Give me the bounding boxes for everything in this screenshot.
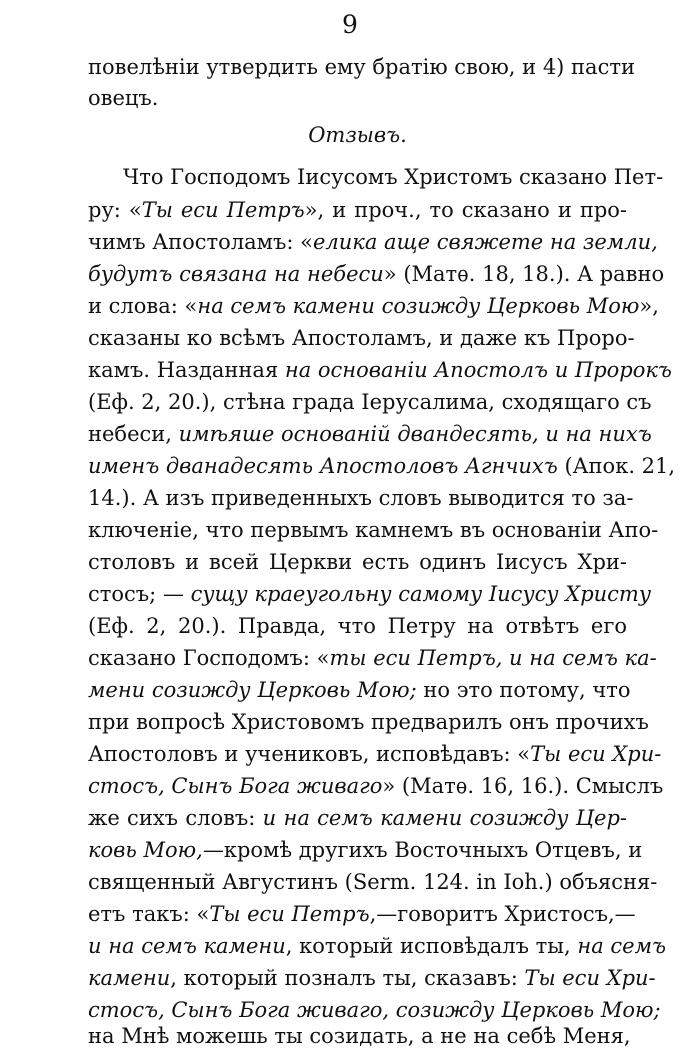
text-run: Ты еси Хри- <box>524 966 656 990</box>
text-run: и на семъ камени <box>88 934 286 958</box>
text-run: сущу краеугольну самому Іисусу Христу <box>190 582 652 606</box>
text-run: повелѣніи утвердить ему братію свою, и 4) пасти <box>88 55 635 79</box>
text-run: на семъ камени созижду Церковь Мою <box>197 294 640 318</box>
heading-text: Отзывъ. <box>308 123 407 147</box>
text-line <box>88 452 676 480</box>
text-run: сказано Господомъ: « <box>88 646 330 670</box>
text-line <box>88 356 672 384</box>
text-run: стосъ; — <box>88 582 191 606</box>
text-run: имѣяше основаній двандесять, и на нихъ <box>178 422 652 446</box>
text-run: ключеніе, что первымъ камнемъ въ основаніи Апо- <box>88 518 659 542</box>
text-run: 14.). А изъ приведенныхъ словъ выводится то за- <box>88 486 634 510</box>
text-line <box>88 196 627 224</box>
text-run: », и проч., то сказано и про- <box>304 198 627 222</box>
text-run: столовъ и всей Церкви есть одинъ Іисусъ Хри- <box>88 550 627 574</box>
text-line <box>88 900 636 928</box>
text-run: на семъ <box>577 934 666 958</box>
text-run: овецъ. <box>88 86 159 110</box>
text-run: и слова: « <box>88 294 198 318</box>
text-run: ковь Мою, <box>88 838 203 862</box>
text-line <box>88 388 652 416</box>
text-run: при вопросѣ Христовомъ предварилъ онъ прочихъ <box>88 710 649 734</box>
text-run: —кромѣ другихъ Восточныхъ Отцевъ, и <box>202 838 643 862</box>
text-run: небеси, <box>88 422 179 446</box>
text-line <box>88 964 656 992</box>
text-line <box>88 708 649 736</box>
text-line <box>88 228 658 256</box>
text-run: же сихъ словъ: <box>88 806 263 830</box>
text-run: стосъ, Сынъ Бога живаго, созижду Церковь Мою; <box>88 998 661 1022</box>
text-line <box>88 484 634 512</box>
text-run: Что Господомъ Іисусомъ Христомъ сказано Пет- <box>123 165 664 189</box>
text-line <box>88 580 652 608</box>
section-heading <box>88 121 627 149</box>
text-run: ру: « <box>88 198 142 222</box>
text-run: стосъ, Сынъ Бога живаго <box>88 774 383 798</box>
text-run: и на семъ камени созижду Цер- <box>262 806 627 830</box>
text-run: етъ такъ: « <box>88 902 210 926</box>
text-run: елика аще свяжете на земли, <box>312 230 658 254</box>
text-run: ты еси Петръ, и на семъ ка- <box>329 646 657 670</box>
text-run: именъ дванадесять Апостоловъ Агнчихъ <box>88 454 558 478</box>
text-line <box>88 804 627 832</box>
text-run: (Еф. 2, 20.), стѣна града Іерусалима, сходящаго съ <box>88 390 652 414</box>
text-line <box>88 324 635 352</box>
text-run: Ты еси Хри- <box>530 742 662 766</box>
text-run: Ты еси Петръ <box>209 902 370 926</box>
text-line <box>88 676 631 704</box>
text-run: ,—говоритъ Христосъ,— <box>369 902 636 926</box>
text-run: будутъ связана на небеси <box>88 262 384 286</box>
text-line <box>123 163 664 191</box>
text-run: но это потому, что <box>416 678 631 702</box>
text-run: » (Матѳ. 18, 18.). А равно <box>383 262 665 286</box>
text-run: », <box>639 294 659 318</box>
text-line <box>88 932 666 960</box>
text-run: мени созижду Церковь Мою; <box>88 678 417 702</box>
text-line <box>88 772 664 800</box>
text-run: (Еф. 2, 20.). Правда, что Петру на отвѣтъ его <box>88 614 627 638</box>
text-line <box>88 84 627 112</box>
text-line <box>88 53 635 81</box>
text-run: камъ. Назданная <box>88 358 285 382</box>
text-line <box>88 420 652 448</box>
text-line <box>88 612 627 640</box>
text-line <box>88 1022 631 1050</box>
text-line <box>88 292 659 320</box>
text-run: на Мнѣ можешь ты созидать, а не на себѣ Меня, <box>88 1024 631 1048</box>
text-run: чимъ Апостоламъ: « <box>88 230 313 254</box>
text-run: на основаніи Апостолъ и Пророкъ <box>284 358 672 382</box>
text-run: Апостоловъ и учениковъ, исповѣдавъ: « <box>88 742 531 766</box>
text-line <box>88 836 643 864</box>
text-run: камени <box>88 966 171 990</box>
text-run: сказаны ко всѣмъ Апостоламъ, и даже къ Проро- <box>88 326 635 350</box>
text-run: (Апок. 21, <box>557 454 676 478</box>
text-run: » (Матѳ. 16, 16.). Смыслъ <box>382 774 664 798</box>
text-run: Ты еси Петръ <box>141 198 305 222</box>
text-line <box>88 548 627 576</box>
text-line <box>88 260 665 288</box>
text-run: , который исповѣдалъ ты, <box>285 934 578 958</box>
text-run: священный Августинъ (Serm. 124. in Ioh.) объясня- <box>88 870 658 894</box>
text-line <box>88 996 661 1024</box>
text-line <box>88 740 662 768</box>
page-number: 9 <box>342 10 358 39</box>
text-line <box>88 516 659 544</box>
text-run: , который позналъ ты, сказавъ: <box>170 966 525 990</box>
text-line <box>88 868 658 896</box>
text-line <box>88 644 657 672</box>
